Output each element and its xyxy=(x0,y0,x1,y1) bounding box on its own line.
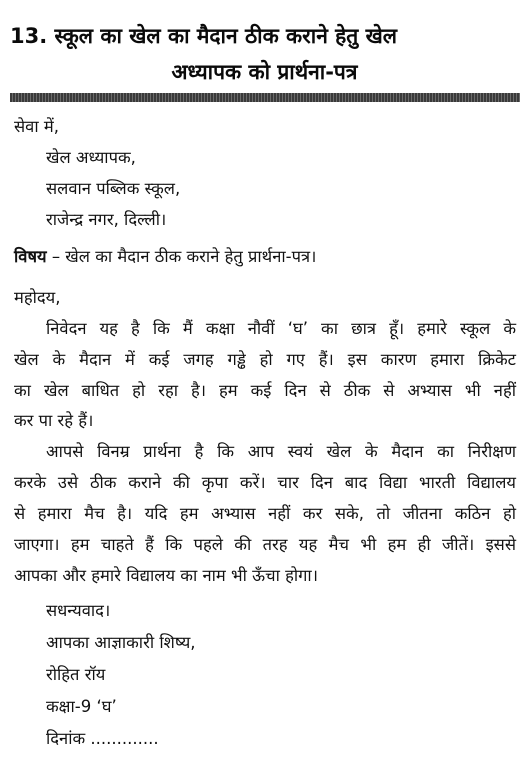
paragraph-2-line-2: करके उसे ठीक कराने की कृपा करें। चार दिन बाद विद्या भारती विद्यालय xyxy=(14,473,516,492)
paragraph-1-line-1: निवेदन यह है कि मैं कक्षा नौवीं ‘घ’ का छात्र हूँ। हमारे स्कूल के xyxy=(46,319,516,338)
sender-class: कक्षा-9 ‘घ’ xyxy=(46,697,117,716)
page-title-line-1: 13. स्कूल का खेल का मैदान ठीक कराने हेतु खेल xyxy=(10,24,398,48)
salutation-to: सेवा में, xyxy=(14,117,59,136)
paragraph-1-line-3: का खेल बाधित हो रहा है। हम कई दिन से ठीक से अभ्यास भी नहीं xyxy=(14,381,516,400)
heading-divider xyxy=(10,93,520,102)
paragraph-2-line-4: जाएगा। हम चाहते हैं कि पहले की तरह यह मैच भी हम ही जीतें। इससे xyxy=(14,535,516,554)
closing-obedient: आपका आज्ञाकारी शिष्य, xyxy=(46,633,196,652)
recipient-city: राजेन्द्र नगर, दिल्ली। xyxy=(46,210,167,229)
recipient-title: खेल अध्यापक, xyxy=(46,148,136,167)
recipient-school: सलवान पब्लिक स्कूल, xyxy=(46,179,181,198)
paragraph-1-line-2: खेल के मैदान में कई जगह गड्ढे हो गए हैं। इस कारण हमारा क्रिकेट xyxy=(14,350,516,369)
paragraph-1-line-4: कर पा रहे हैं। xyxy=(14,411,94,430)
sender-name: रोहित रॉय xyxy=(46,665,106,684)
date-line: दिनांक ............. xyxy=(46,729,159,748)
subject-line xyxy=(14,246,316,268)
paragraph-2-line-1: आपसे विनम्र प्रार्थना है कि आप स्वयं खेल के मैदान का निरीक्षण xyxy=(46,442,516,461)
paragraph-2-line-3: से हमारा मैच है। यदि हम अभ्यास नहीं कर सके, तो जीतना कठिन हो xyxy=(14,504,516,523)
paragraph-2-line-5: आपका और हमारे विद्यालय का नाम भी ऊँचा होगा। xyxy=(14,566,318,585)
page-title-line-2: अध्यापक को प्रार्थना-पत्र xyxy=(171,60,358,84)
subject-text: – खेल का मैदान ठीक कराने हेतु प्रार्थना-पत्र। xyxy=(51,247,317,266)
subject-label: विषय xyxy=(14,247,47,266)
closing-thanks: सधन्यवाद। xyxy=(46,601,111,620)
greeting: महोदय, xyxy=(14,288,61,307)
